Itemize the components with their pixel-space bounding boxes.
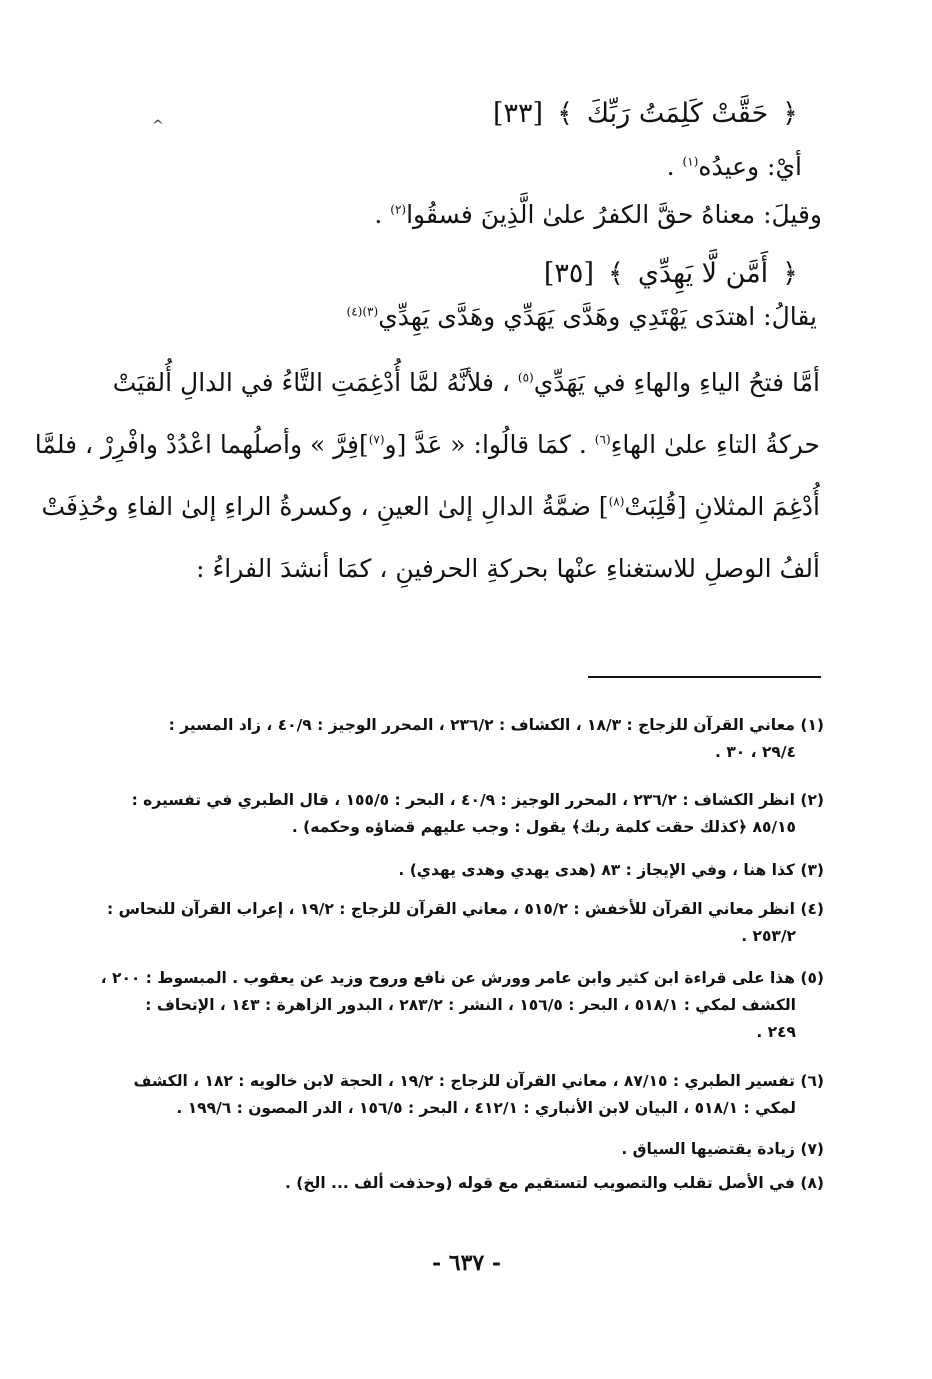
footnote-line: ٨٥/١٥ ﴿كذلك حقت كلمة ربك﴾ يقول : وجب عليهم قضاؤه وحكمه) . <box>291 818 796 836</box>
gloss-text: يقالُ: اهتدَى يَهْتَدِي وهَدَّى يَهَدِّي وهَدَّى يَهِدِّي <box>378 302 817 331</box>
footnote-3 <box>104 857 824 884</box>
verse-close-bracket: ﴾ <box>607 258 624 289</box>
gloss-line-yuqal <box>347 302 817 331</box>
text-run: . كمَا قالُوا: « عَدَّ [و <box>384 430 587 459</box>
text-run: أمَّا فتحُ الياءِ والهاءِ في يَهَدِّي <box>533 368 820 397</box>
text-run: ]فِرَّ » وأصلُهما اعْدُدْ وافْرِرْ ، فلمَّا <box>34 430 369 459</box>
footnote-line: (٢) انظر الكشاف : ٢٣٦/٢ ، المحرر الوجيز : ٤٠/٩ ، البحر : ١٥٥/٥ ، قال الطبري في تفسيره : <box>131 791 824 809</box>
paragraph-line <box>34 414 820 476</box>
quran-verse-33 <box>493 98 812 129</box>
footnote-separator <box>588 676 821 678</box>
footnote-6 <box>104 1068 824 1122</box>
verse-number: [٣٣] <box>492 98 544 129</box>
footnote-line: (٣) كذا هنا ، وفي الإيجاز : ٨٣ (هدى يهدي وهدى يهدي) . <box>398 861 824 879</box>
footnote-line: ٢٤٩ . <box>756 1023 796 1041</box>
footnote-2 <box>104 787 824 841</box>
verse-number: [٣٥] <box>543 258 594 289</box>
footnote-line: الكشف لمكي : ٥١٨/١ ، البحر : ١٥٦/٥ ، النشر : ٢٨٣/٢ ، البدور الزاهرة : ١٤٣ ، الإتحاف : <box>145 996 796 1014</box>
footnote-ref: (٥) <box>517 370 534 385</box>
full-stop: . <box>374 200 383 229</box>
verse-text: أَمَّن لَّا يَهِدِّي <box>637 258 769 289</box>
paragraph-line: ألفُ الوصلِ للاستغناءِ عنْها بحركةِ الحرفينِ ، كمَا أنشدَ الفراءُ : <box>196 554 820 583</box>
footnote-line: لمكي : ٥١٨/١ ، البيان لابن الأنباري : ٤١٢/١ ، البحر : ١٥٦/٥ ، الدر المصون : ١٩٩/٦ . <box>176 1099 796 1117</box>
footnote-ref: (٨) <box>608 494 625 509</box>
footnote-ref: (٦) <box>594 432 611 447</box>
stray-mark: ^ <box>152 118 164 134</box>
page-number: - ٦٣٧ - <box>432 1250 502 1276</box>
gloss-text: أيْ: وعيدُه <box>698 152 802 181</box>
footnote-line: ٢٩/٤ ، ٣٠ . <box>715 743 796 761</box>
footnote-7 <box>104 1136 824 1163</box>
text-run: ] ضمَّةُ الدالِ إلىٰ العينِ ، وكسرةُ الراءِ إلىٰ الفاءِ وحُذِفَتْ <box>41 492 609 521</box>
verse-close-bracket: ﴾ <box>557 98 573 129</box>
verse-text: حَقَّتْ كَلِمَتُ رَبِّكَ <box>586 98 769 129</box>
footnote-1 <box>104 712 824 766</box>
gloss-line-qil <box>374 200 822 229</box>
footnote-ref: (٧) <box>368 432 385 447</box>
footnote-line: (٤) انظر معاني القرآن للأخفش : ٥١٥/٢ ، معاني القرآن للزجاج : ١٩/٢ ، إعراب القرآن للنحاس : <box>106 900 824 918</box>
full-stop: . <box>666 152 675 181</box>
footnote-line: (٥) هذا على قراءة ابن كثير وابن عامر وورش عن نافع وروح وزيد عن يعقوب . المبسوط : ٢٠٠ ، <box>100 969 824 987</box>
text-run: ، فلأنَّهُ لمَّا أُدْغِمَتِ التَّاءُ في الدالِ أُلقيَتْ <box>112 368 510 397</box>
text-run: حركةُ التاءِ علىٰ الهاءِ <box>610 430 820 459</box>
text-run: أُدْغِمَ المثلانِ [قُلِبَتْ <box>624 492 820 521</box>
gloss-line-ay <box>667 152 802 181</box>
footnote-5 <box>100 965 824 1046</box>
footnote-ref: (١) <box>682 154 699 169</box>
verse-open-bracket: ﴿ <box>782 258 798 289</box>
footnote-line: (٨) في الأصل تقلب والتصويب لتستقيم مع قوله (وحذفت ألف ... الخ) . <box>284 1174 824 1192</box>
footnote-line: (٧) زيادة يقتضيها السياق . <box>621 1140 824 1158</box>
gloss-text: وقيلَ: معناهُ حقَّ الكفرُ علىٰ الَّذِينَ فسقُوا <box>406 200 822 229</box>
paragraph-line <box>112 352 820 414</box>
footnote-line: ٢٥٣/٢ . <box>741 927 796 945</box>
footnote-8 <box>104 1170 824 1197</box>
quran-verse-35 <box>544 258 812 289</box>
paragraph-line <box>41 476 820 538</box>
footnote-line: (١) معاني القرآن للزجاج : ١٨/٣ ، الكشاف : ٢٣٦/٢ ، المحرر الوجيز : ٤٠/٩ ، زاد المسير : <box>168 716 824 734</box>
footnote-ref: (٣)(٤) <box>346 304 379 319</box>
footnote-ref: (٢) <box>390 202 407 217</box>
footnote-4 <box>104 896 824 950</box>
footnote-line: (٦) تفسير الطبري : ٨٧/١٥ ، معاني القرآن للزجاج : ١٩/٢ ، الحجة لابن خالويه : ١٨٢ ، الكشف <box>133 1072 824 1090</box>
verse-open-bracket: ﴿ <box>782 98 798 129</box>
explanation-paragraph <box>34 352 820 600</box>
